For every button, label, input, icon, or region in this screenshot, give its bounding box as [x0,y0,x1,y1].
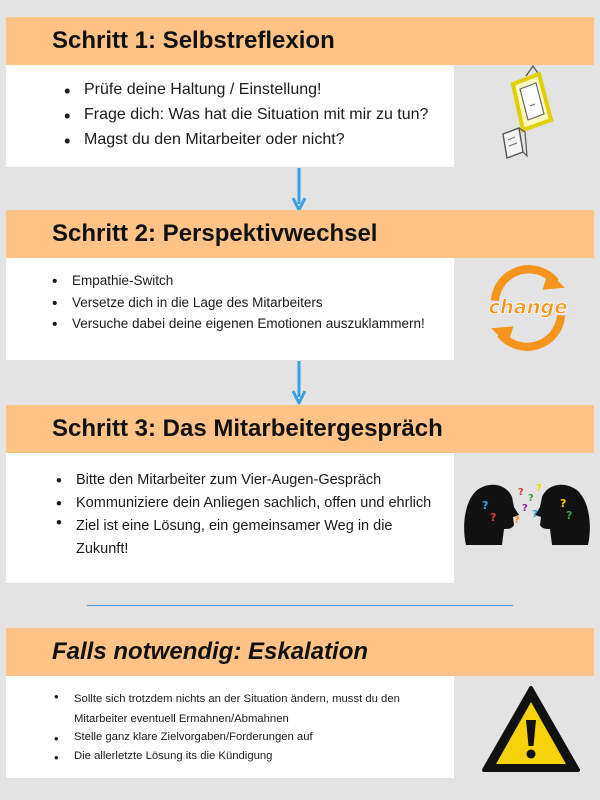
list-item: • Ziel ist eine Lösung, ein gemeinsamer Weg in die Zukunft! [76,515,448,561]
step-3-title: Schritt 3: Das Mitarbeitergespräch [52,415,443,442]
step-1-title: Schritt 1: Selbstreflexion [52,27,335,54]
escalation-content [6,676,454,778]
svg-text:?: ? [536,483,542,494]
conversation-heads-icon [462,479,592,549]
svg-text:?: ? [522,503,528,514]
svg-text:?: ? [566,509,573,522]
escalation-list [74,690,446,762]
step-2-header [6,210,594,258]
list-item: • Magst du den Mitarbeiter oder nicht? [84,132,428,148]
warning-icon [481,684,581,774]
down-arrow-icon [292,168,306,212]
escalation-header [6,628,594,676]
svg-text:?: ? [560,497,567,510]
svg-text:?: ? [528,493,534,504]
list-item: • Sollte sich trotzdem nichts an der Situation ändern, musst du den Mitarbeiter eventuell Ermahnen/Abmahnen [74,690,446,730]
step-2-content [6,258,454,360]
down-arrow-icon [292,361,306,405]
step-3-content [6,453,454,583]
svg-text:?: ? [482,499,489,512]
list-item: • Kommuniziere dein Anliegen sachlich, offen und ehrlich [76,496,448,511]
step-1-list [84,82,428,148]
change-label: change [488,295,568,319]
list-item: • Frage dich: Was hat die Situation mit mir zu tun? [84,107,428,123]
mirror-icon [493,62,563,162]
change-cycle-icon [482,262,574,354]
list-item: • Versetze dich in die Lage des Mitarbeiters [72,296,425,310]
list-item: • Die allerletzte Lösung its die Kündigung [74,751,446,762]
svg-text:?: ? [532,509,538,520]
svg-text:?: ? [514,515,520,526]
step-2-title: Schritt 2: Perspektivwechsel [52,220,378,247]
step-1-header [6,17,594,65]
svg-text:?: ? [490,511,497,524]
step-2-list [72,274,425,331]
step-1-content [6,65,454,167]
list-item: • Bitte den Mitarbeiter zum Vier-Augen-Gespräch [76,473,448,488]
escalation-title: Falls notwendig: Eskalation [52,638,369,665]
list-item: • Versuche dabei deine eigenen Emotionen auszuklammern! [72,317,425,331]
list-item: • Empathie-Switch [72,274,425,288]
list-item: • Stelle ganz klare Zielvorgaben/Forderungen auf [74,732,446,743]
list-item: • Prüfe deine Haltung / Einstellung! [84,82,428,98]
step-3-list [76,473,448,561]
svg-text:?: ? [518,487,524,498]
step-3-header [6,405,594,453]
section-divider [87,605,513,606]
